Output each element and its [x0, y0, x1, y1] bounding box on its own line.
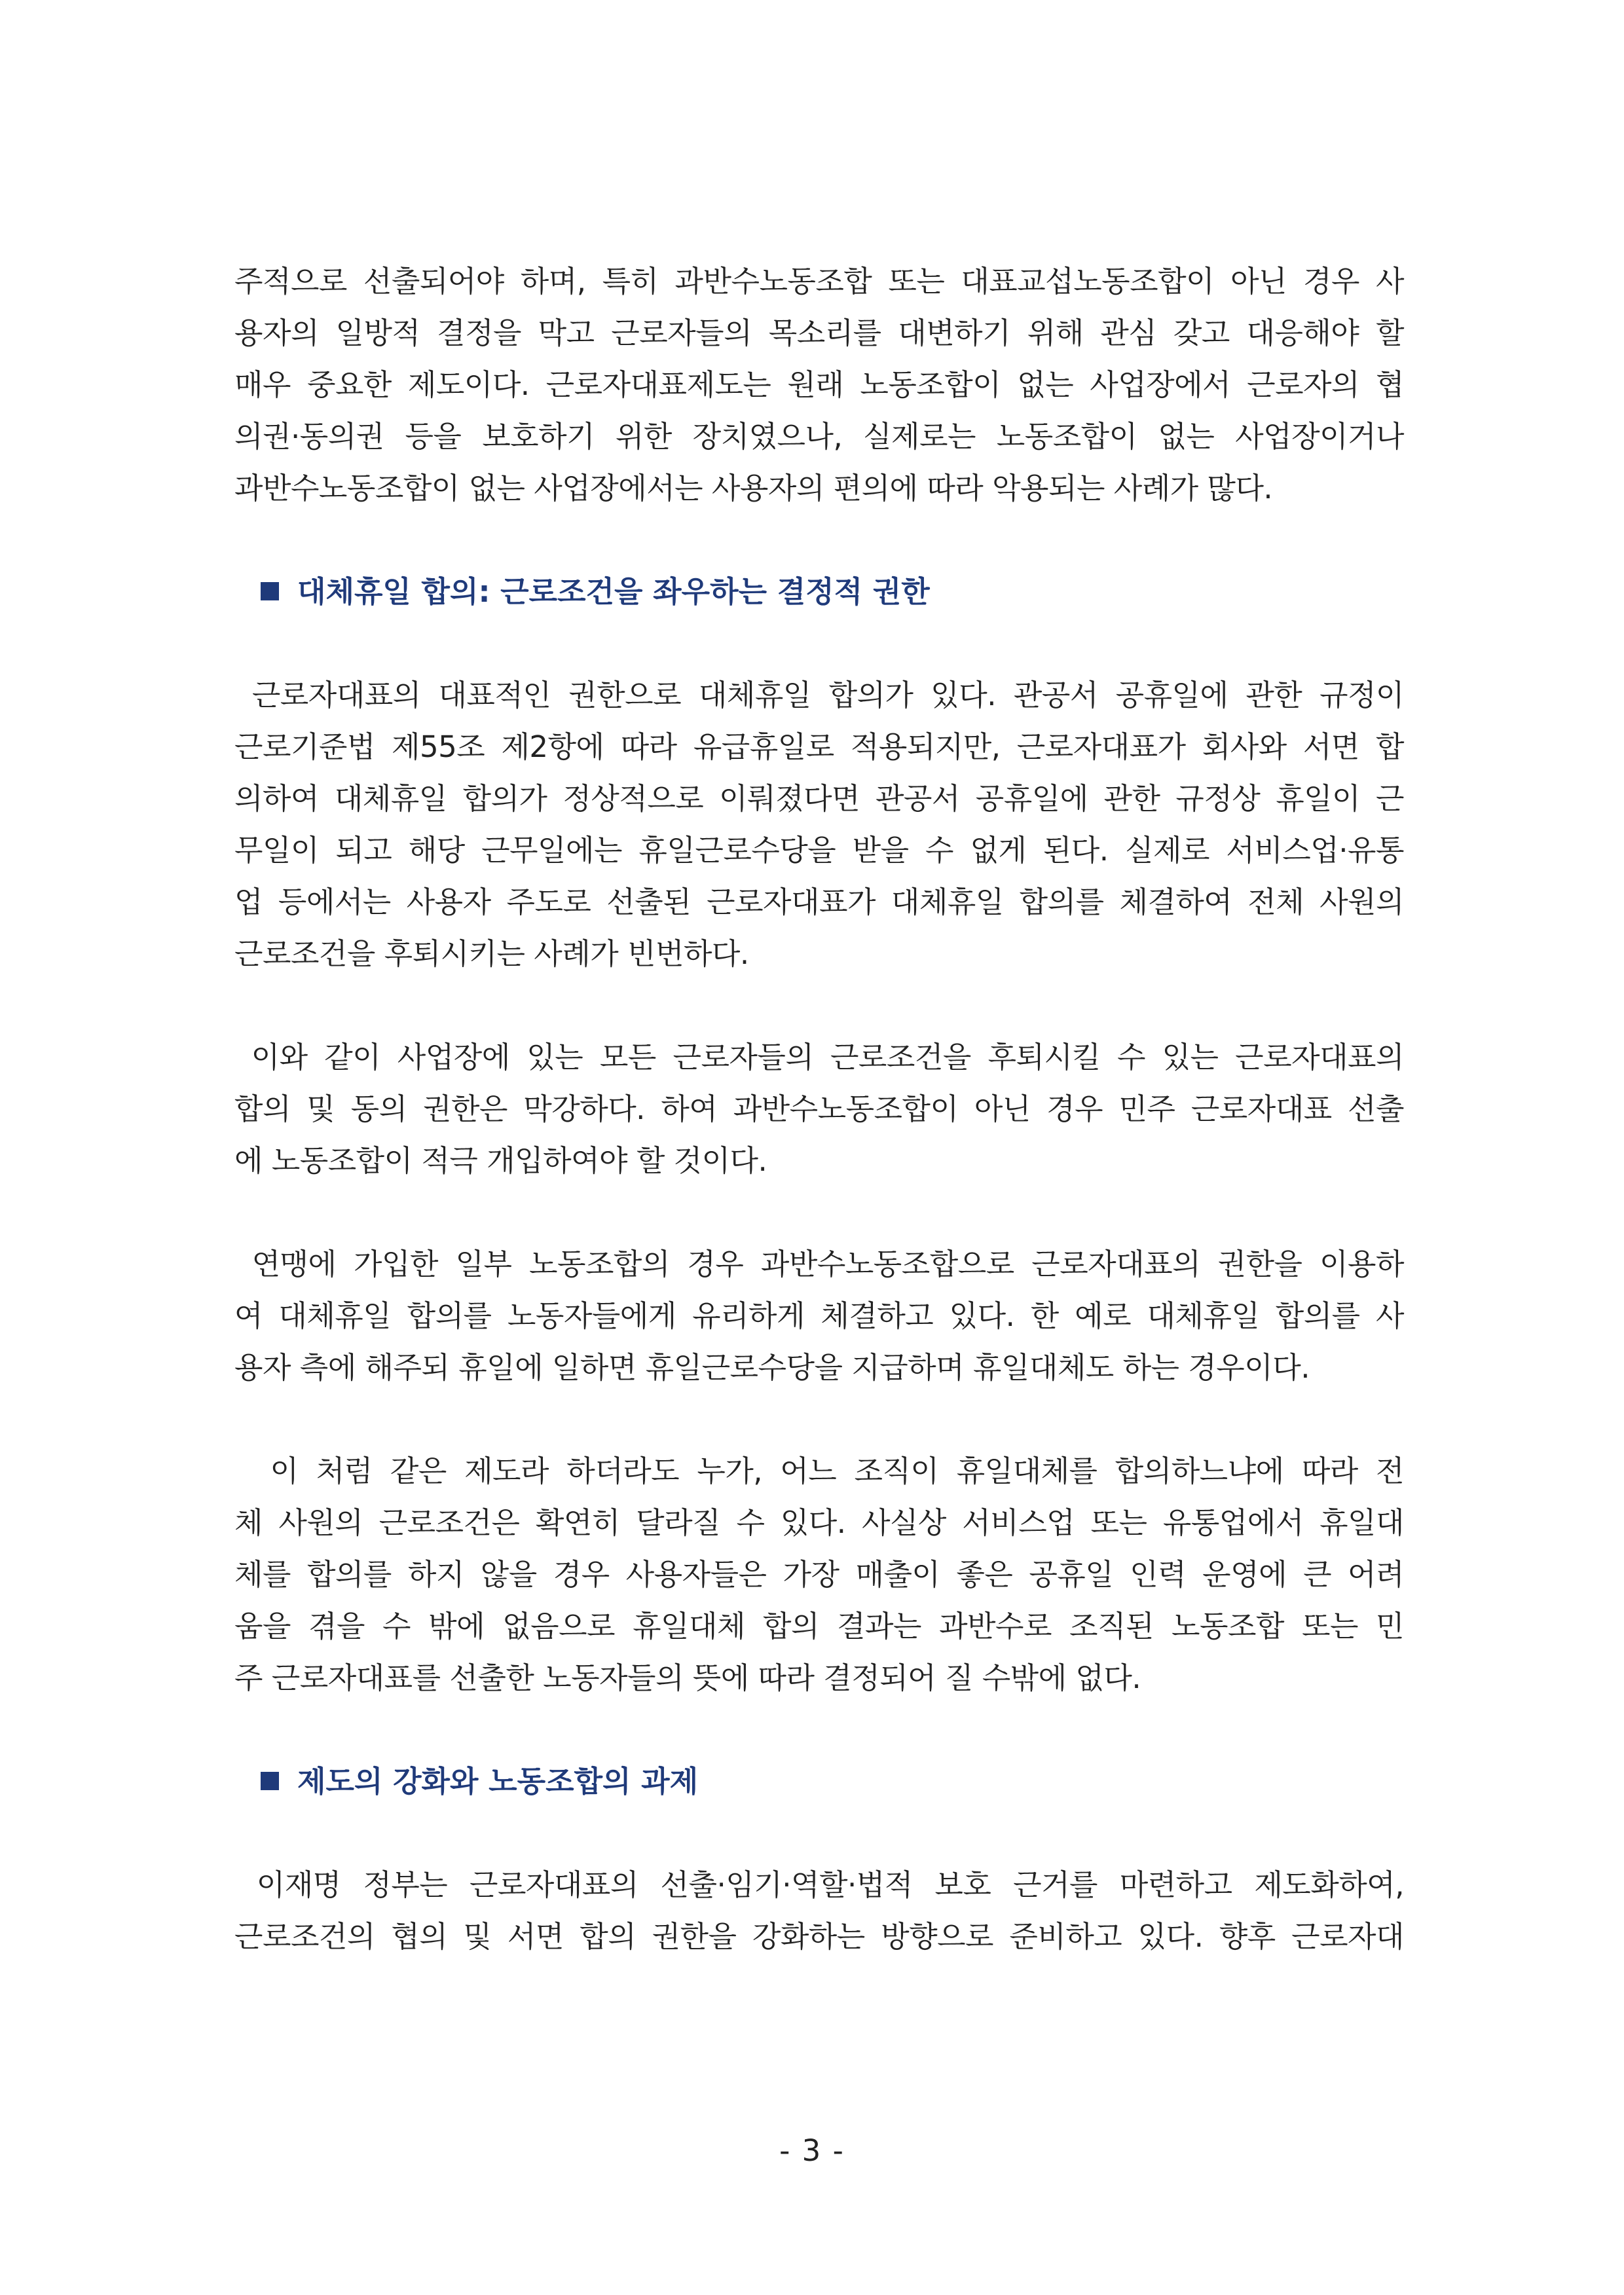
text-line: 용자의 일방적 결정을 막고 근로자들의 목소리를 대변하기 위해 관심 갖고 대응해야 할	[234, 316, 1404, 350]
text-line: 근로기준법 제55조 제2항에 따라 유급휴일로 적용되지만, 근로자대표가 회사와 서면 합	[234, 729, 1404, 764]
text-line: 여 대체휴일 합의를 노동자들에게 유리하게 체결하고 있다. 한 예로 대체휴일 합의를 사	[234, 1298, 1404, 1333]
text-line: 이와 같이 사업장에 있는 모든 근로자들의 근로조건을 후퇴시킬 수 있는 근로자대표의	[234, 1040, 1404, 1074]
paragraph-5	[234, 1859, 1404, 1962]
text-line: 연맹에 가입한 일부 노동조합의 경우 과반수노동조합으로 근로자대표의 권한을 이용하	[234, 1247, 1404, 1281]
text-line: 업 등에서는 사용자 주도로 선출된 근로자대표가 대체휴일 합의를 체결하여 전체 사원의	[234, 885, 1404, 919]
text-line: 의권·동의권 등을 보호하기 위한 장치였으나, 실제로는 노동조합이 없는 사업장이거나	[234, 419, 1404, 454]
section-heading-text: 제도의 강화와 노동조합의 과제	[297, 1764, 699, 1799]
page-number: - 3 -	[779, 2133, 845, 2168]
text-line: 체 사원의 근로조건은 확연히 달라질 수 있다. 사실상 서비스업 또는 유통업에서 휴일대	[234, 1505, 1404, 1540]
paragraph-3	[234, 1238, 1404, 1393]
text-line: 합의 및 동의 권한은 막강하다. 하여 과반수노동조합이 아닌 경우 민주 근로자대표 선출	[234, 1092, 1404, 1126]
text-line: 이재명 정부는 근로자대표의 선출·임기·역할·법적 보호 근거를 마련하고 제도화하여,	[234, 1867, 1404, 1902]
section-heading-substitute-holiday	[234, 566, 1404, 617]
text-line: 의하여 대체휴일 합의가 정상적으로 이뤄졌다면 관공서 공휴일에 관한 규정상 휴일이 근	[234, 781, 1404, 816]
text-line: 과반수노동조합이 없는 사업장에서는 사용자의 편의에 따라 악용되는 사례가 많다.	[234, 471, 1273, 505]
paragraph-1	[234, 669, 1404, 980]
text-line: 근로조건을 후퇴시키는 사례가 빈번하다.	[234, 936, 749, 971]
filled-square-icon	[261, 1772, 279, 1790]
text-line: 매우 중요한 제도이다. 근로자대표제도는 원래 노동조합이 없는 사업장에서 근로자의 협	[234, 367, 1404, 402]
document-body	[234, 255, 1404, 1962]
text-line: 용자 측에 해주되 휴일에 일하면 휴일근로수당을 지급하며 휴일대체도 하는 경우이다.	[234, 1350, 1310, 1385]
text-line: 에 노동조합이 적극 개입하여야 할 것이다.	[234, 1143, 767, 1178]
paragraph-4	[234, 1445, 1404, 1704]
text-line: 주 근로자대표를 선출한 노동자들의 뜻에 따라 결정되어 질 수밖에 없다.	[234, 1661, 1141, 1695]
text-line: 움을 겪을 수 밖에 없음으로 휴일대체 합의 결과는 과반수로 조직된 노동조합 또는 민	[234, 1609, 1404, 1643]
section-heading-institution-strengthening	[234, 1755, 1404, 1807]
text-line: 근로조건의 협의 및 서면 합의 권한을 강화하는 방향으로 준비하고 있다. 향후 근로자대	[234, 1919, 1404, 1954]
text-line: 이 처럼 같은 제도라 하더라도 누가, 어느 조직이 휴일대체를 합의하느냐에 따라 전	[234, 1454, 1404, 1488]
paragraph-2	[234, 1031, 1404, 1186]
text-line: 무일이 되고 해당 근무일에는 휴일근로수당을 받을 수 없게 된다. 실제로 서비스업·유통	[234, 833, 1404, 868]
paragraph-intro	[234, 255, 1404, 514]
text-line: 주적으로 선출되어야 하며, 특히 과반수노동조합 또는 대표교섭노동조합이 아닌 경우 사	[234, 264, 1404, 299]
text-line: 근로자대표의 대표적인 권한으로 대체휴일 합의가 있다. 관공서 공휴일에 관한 규정이	[234, 678, 1404, 712]
text-line: 체를 합의를 하지 않을 경우 사용자들은 가장 매출이 좋은 공휴일 인력 운영에 큰 어려	[234, 1557, 1405, 1592]
section-heading-text: 대체휴일 합의: 근로조건을 좌우하는 결정적 권한	[297, 574, 930, 609]
filled-square-icon	[261, 582, 279, 600]
